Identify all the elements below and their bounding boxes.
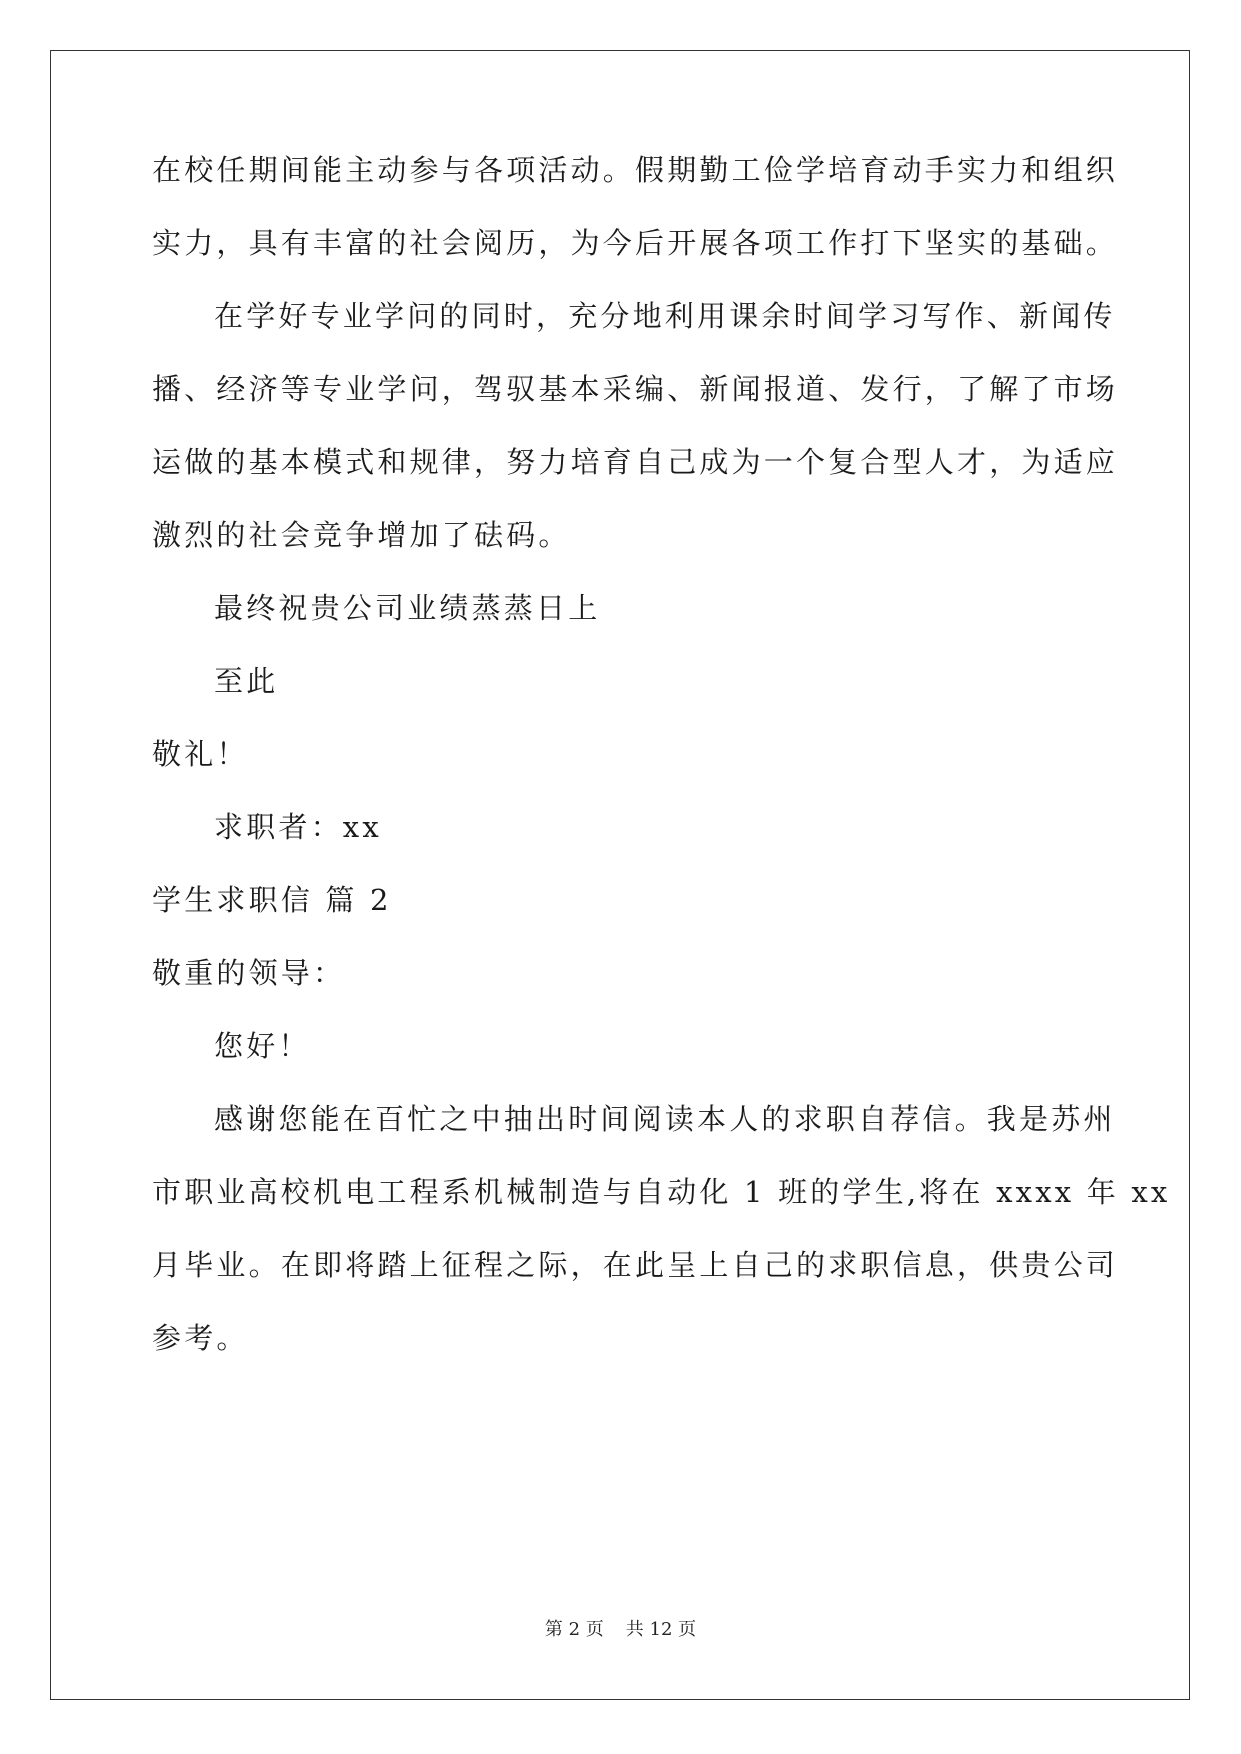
body-line-10: 参考。	[152, 1321, 249, 1355]
greeting-hello: 您好！	[214, 1029, 311, 1063]
body-line-6: 激烈的社会竞争增加了砝码。	[152, 518, 571, 552]
body-line-9: 月毕业。在即将踏上征程之际，在此呈上自己的求职信息，供贵公司	[152, 1248, 1119, 1282]
page-footer	[0, 1618, 1241, 1642]
body-line-5: 运做的基本模式和规律，努力培育自己成为一个复合型人才，为适应	[152, 445, 1119, 479]
body-line-8: 市职业高校机电工程系机械制造与自动化 1 班的学生,将在 xxxx 年 xx	[152, 1175, 1171, 1209]
closing-salutation: 至此	[214, 664, 279, 698]
greeting: 敬重的领导：	[152, 956, 346, 990]
section-heading: 学生求职信 篇 2	[152, 883, 392, 917]
body-line-3: 在学好专业学问的同时，充分地利用课余时间学习写作、新闻传	[214, 299, 1116, 333]
closing-wish: 最终祝贵公司业绩蒸蒸日上	[214, 591, 601, 625]
body-line-2: 实力，具有丰富的社会阅历，为今后开展各项工作打下坚实的基础。	[152, 226, 1119, 260]
body-line-4: 播、经济等专业学问，驾驭基本采编、新闻报道、发行，了解了市场	[152, 372, 1119, 406]
page-number: 第 2 页	[544, 1619, 604, 1640]
signature: 求职者：xx	[214, 810, 382, 844]
closing-regards: 敬礼！	[152, 737, 249, 771]
body-line-1: 在校任期间能主动参与各项活动。假期勤工俭学培育动手实力和组织	[152, 153, 1119, 187]
body-line-7: 感谢您能在百忙之中抽出时间阅读本人的求职自荐信。我是苏州	[214, 1102, 1116, 1136]
page-total: 共 12 页	[625, 1619, 697, 1640]
